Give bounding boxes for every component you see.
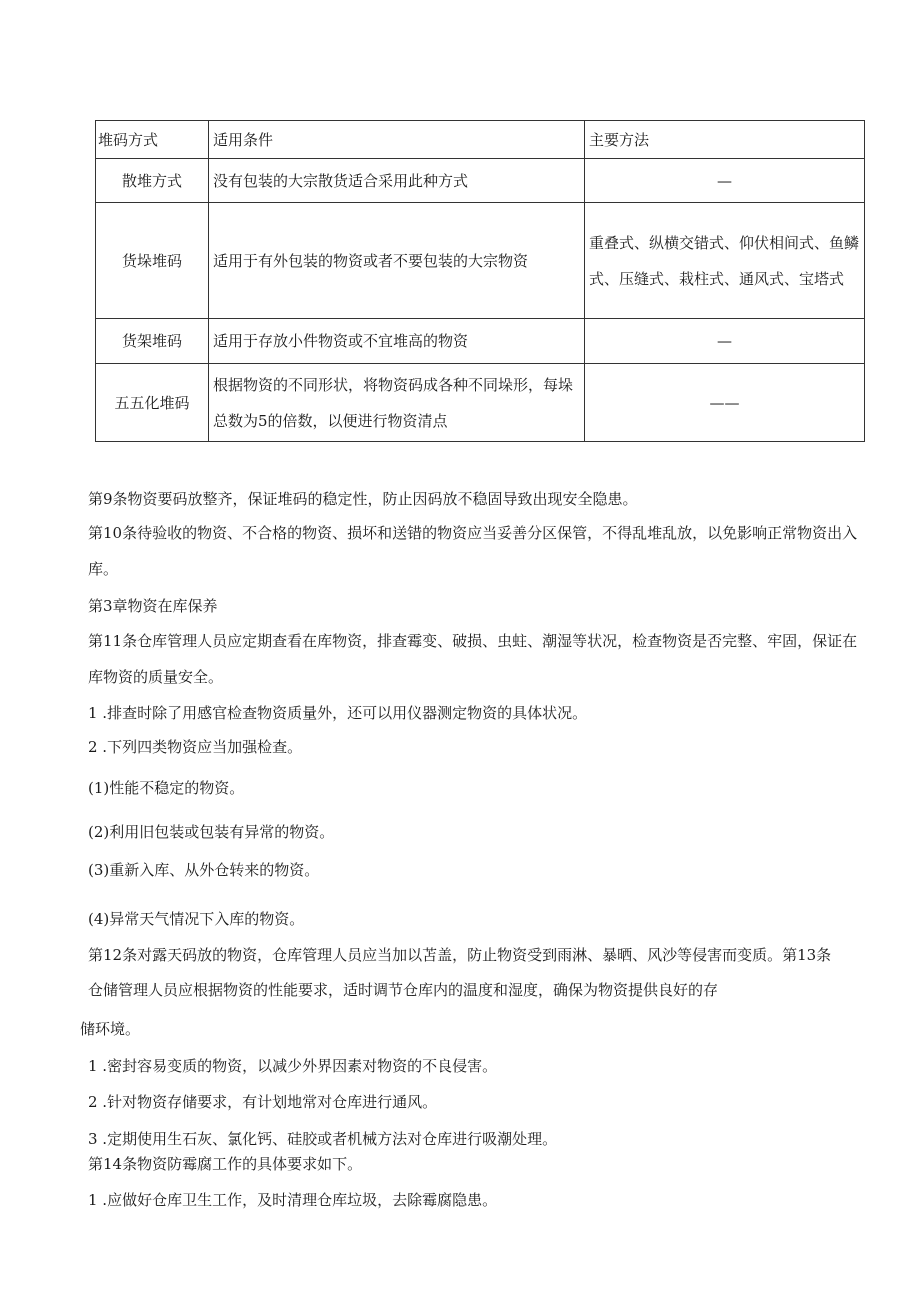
article-10: 第10条待验收的物资、不合格的物资、损坏和送错的物资应当妥善分区保管，不得乱堆乱放，以免影响正常物资出入库。 xyxy=(88,524,858,578)
cell-main: —— xyxy=(585,364,865,442)
cell-condition: 适用于存放小件物资或不宜堆高的物资 xyxy=(209,319,585,364)
article-13-item-1: 1 .密封容易变质的物资，以减少外界因素对物资的不良侵害。 xyxy=(88,1057,498,1075)
article-11-sub-1: (1)性能不稳定的物资。 xyxy=(88,779,245,797)
article-11-sub-2: (2)利用旧包装或包装有异常的物资。 xyxy=(88,823,335,841)
header-main-methods: 主要方法 xyxy=(585,121,865,159)
cell-main: 重叠式、纵横交错式、仰伏相间式、鱼鳞式、压缝式、栽柱式、通风式、宝塔式 xyxy=(585,203,865,319)
chapter-3-heading: 第3章物资在库保养 xyxy=(88,597,218,615)
article-11: 第11条仓库管理人员应定期查看在库物资，排查霉变、破损、虫蛀、潮湿等状况，检查物资是否完整、牢固，保证在库物资的质量安全。 xyxy=(88,632,858,686)
header-conditions: 适用条件 xyxy=(209,121,585,159)
stacking-methods-table xyxy=(95,120,865,442)
table-row xyxy=(96,203,865,319)
cell-method: 散堆方式 xyxy=(96,159,209,203)
cell-method: 货垛堆码 xyxy=(96,203,209,319)
article-13-line-3: 储环境。 xyxy=(80,1020,141,1038)
article-13-line-2: 仓储管理人员应根据物资的性能要求，适时调节仓库内的温度和湿度，确保为物资提供良好的存 xyxy=(88,981,719,999)
article-9: 第9条物资要码放整齐，保证堆码的稳定性，防止因码放不稳固导致出现安全隐患。 xyxy=(88,490,638,508)
cell-condition: 根据物资的不同形状，将物资码成各种不同垛形，每垛总数为5的倍数，以便进行物资清点 xyxy=(209,364,585,442)
cell-method: 五五化堆码 xyxy=(96,364,209,442)
cell-main: — xyxy=(585,159,865,203)
cell-method: 货架堆码 xyxy=(96,319,209,364)
article-13-item-3: 3 .定期使用生石灰、氯化钙、硅胶或者机械方法对仓库进行吸潮处理。 xyxy=(88,1130,558,1148)
table-row xyxy=(96,364,865,442)
article-11-item-2: 2 .下列四类物资应当加强检查。 xyxy=(88,738,303,756)
article-12-line-1: 第12条对露天码放的物资，仓库管理人员应当加以苫盖，防止物资受到雨淋、暴晒、风沙等侵害而变质。第13条 xyxy=(88,946,832,964)
article-13-item-2: 2 .针对物资存储要求，有计划地常对仓库进行通风。 xyxy=(88,1093,438,1111)
article-11-sub-3: (3)重新入库、从外仓转来的物资。 xyxy=(88,861,320,879)
article-14-item-1: 1 .应做好仓库卫生工作，及时清理仓库垃圾，去除霉腐隐患。 xyxy=(88,1191,498,1209)
cell-main: — xyxy=(585,319,865,364)
table-header-row xyxy=(96,121,865,159)
cell-condition: 没有包装的大宗散货适合采用此种方式 xyxy=(209,159,585,203)
article-11-item-1: 1 .排查时除了用感官检查物资质量外，还可以用仪器测定物资的具体状况。 xyxy=(88,704,588,722)
table-row xyxy=(96,159,865,203)
table-row xyxy=(96,319,865,364)
article-11-sub-4: (4)异常天气情况下入库的物资。 xyxy=(88,910,305,928)
header-stacking-method: 堆码方式 xyxy=(96,121,209,159)
cell-condition: 适用于有外包装的物资或者不要包装的大宗物资 xyxy=(209,203,585,319)
article-14: 第14条物资防霉腐工作的具体要求如下。 xyxy=(88,1155,363,1173)
